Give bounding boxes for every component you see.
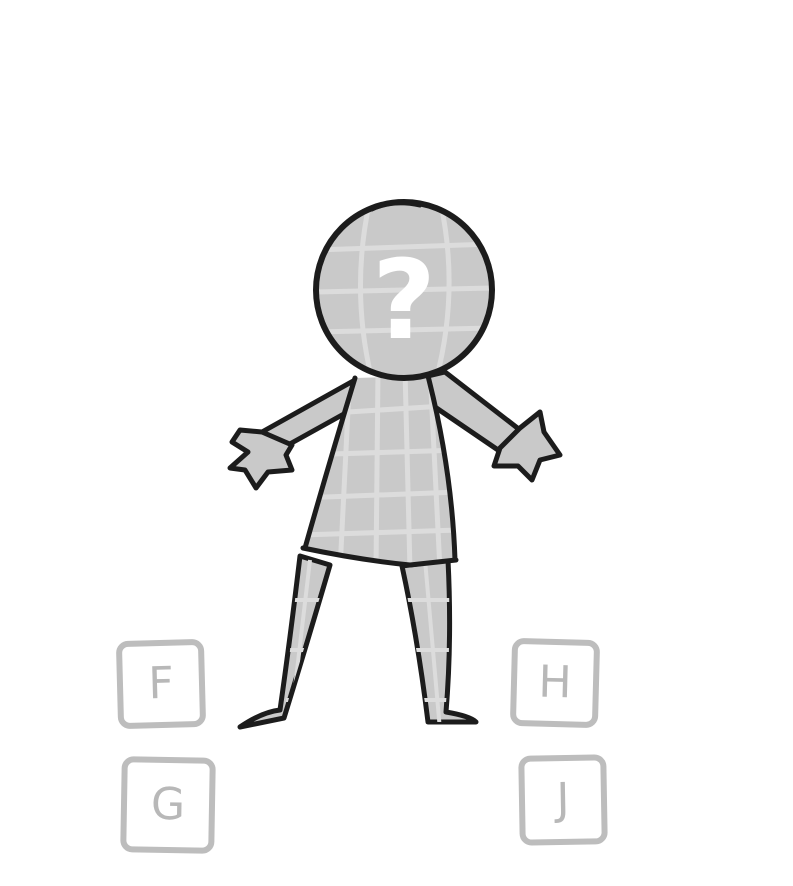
key-j[interactable]: J xyxy=(518,754,608,846)
legs xyxy=(240,556,476,730)
key-f[interactable]: F xyxy=(116,639,206,729)
question-mark-icon: ? xyxy=(372,236,436,364)
head xyxy=(316,200,492,380)
key-g[interactable]: G xyxy=(120,756,216,854)
left-leg xyxy=(240,556,330,727)
left-hand xyxy=(230,430,292,488)
key-h[interactable]: H xyxy=(510,638,600,728)
